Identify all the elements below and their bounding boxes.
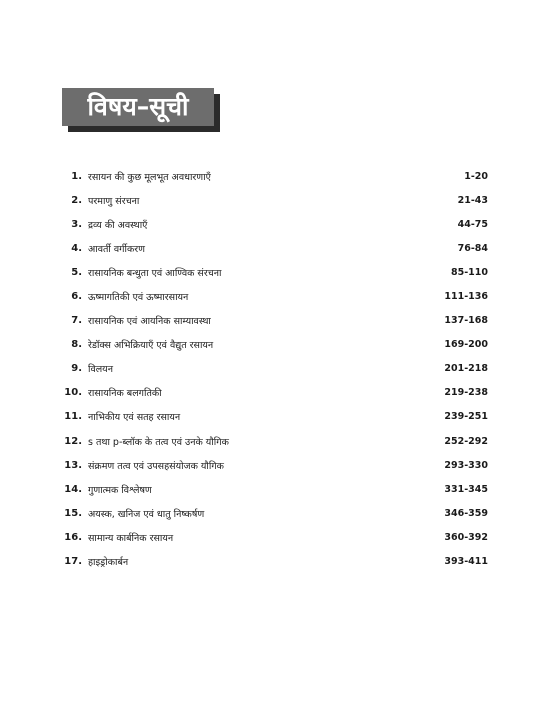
toc-entry-number: 11. <box>64 411 82 423</box>
toc-entry <box>62 381 488 405</box>
toc-entry-title: हाइड्रोकार्बन <box>88 557 129 569</box>
toc-entry-title: रासायनिक बन्धुता एवं आण्विक संरचना <box>88 267 222 279</box>
toc-entry-title: रासायनिक बलगतिकी <box>88 388 162 400</box>
toc-entry <box>62 188 488 212</box>
toc-entry <box>62 236 488 260</box>
toc-entry-pages: 1-20 <box>464 170 488 182</box>
toc-entry-number: 14. <box>64 483 82 495</box>
toc-entry-pages: 76-84 <box>457 242 488 254</box>
toc-entry-pages: 393-411 <box>444 556 488 568</box>
page-title: विषय–सूची <box>62 88 214 126</box>
toc-entry-pages: 201-218 <box>444 363 488 375</box>
toc-entry-title: s तथा p-ब्लॉक के तत्व एवं उनके यौगिक <box>88 436 229 448</box>
toc-entry <box>62 429 488 453</box>
toc-entry-pages: 44-75 <box>457 218 488 230</box>
toc-entry-title: आवर्ती वर्गीकरण <box>88 243 146 255</box>
toc-entry-number: 3. <box>71 218 82 230</box>
toc-entry-title: रेडॉक्स अभिक्रियाएँ एवं वैद्युत रसायन <box>88 340 214 352</box>
toc-entry-pages: 111-136 <box>444 291 488 303</box>
toc-entry-number: 10. <box>64 387 82 399</box>
toc-entry-number: 5. <box>71 266 82 278</box>
toc-entry-pages: 331-345 <box>444 483 488 495</box>
toc-entry-number: 1. <box>71 170 82 182</box>
toc-entry-number: 12. <box>64 435 82 447</box>
toc-entry-number: 8. <box>71 339 82 351</box>
toc-entry-number: 2. <box>71 194 82 206</box>
toc-entry-number: 9. <box>71 363 82 375</box>
toc-entry-pages: 239-251 <box>444 411 488 423</box>
toc-entry-title: द्रव्य की अवस्थाएँ <box>88 219 148 231</box>
toc-entry-title: संक्रमण तत्व एवं उपसहसंयोजक यौगिक <box>88 460 224 472</box>
toc-entry-pages: 346-359 <box>444 507 488 519</box>
toc-entry-pages: 293-330 <box>444 459 488 471</box>
toc-entry-number: 15. <box>64 507 82 519</box>
toc-entry <box>62 164 488 188</box>
toc-entry <box>62 333 488 357</box>
toc-entry-number: 13. <box>64 459 82 471</box>
toc-entry-title: रासायनिक एवं आयनिक साम्यावस्था <box>88 316 211 328</box>
toc-entry-pages: 137-168 <box>444 315 488 327</box>
toc-entry-number: 7. <box>71 315 82 327</box>
toc-entry <box>62 405 488 429</box>
toc-entry <box>62 501 488 525</box>
toc-entry-number: 6. <box>71 291 82 303</box>
toc-entry-pages: 85-110 <box>451 266 488 278</box>
toc-entry-title: नाभिकीय एवं सतह रसायन <box>88 412 181 424</box>
toc-entry <box>62 550 488 574</box>
heading-block <box>62 88 220 132</box>
toc-entry-pages: 21-43 <box>457 194 488 206</box>
toc-entry-title: रसायन की कुछ मूलभूत अवधारणाएँ <box>88 171 211 183</box>
toc-entry <box>62 453 488 477</box>
toc-entry-number: 16. <box>64 531 82 543</box>
toc-entry-pages: 219-238 <box>444 387 488 399</box>
toc-entry-title: सामान्य कार्बनिक रसायन <box>88 532 174 544</box>
toc-entry <box>62 260 488 284</box>
toc-entry <box>62 212 488 236</box>
table-of-contents <box>62 164 488 574</box>
toc-entry-number: 17. <box>64 556 82 568</box>
toc-entry-title: गुणात्मक विश्लेषण <box>88 484 152 496</box>
toc-entry-title: ऊष्मागतिकी एवं ऊष्मारसायन <box>88 292 189 304</box>
toc-entry <box>62 357 488 381</box>
toc-entry-pages: 360-392 <box>444 531 488 543</box>
toc-entry <box>62 309 488 333</box>
toc-entry <box>62 284 488 308</box>
toc-entry-number: 4. <box>71 242 82 254</box>
toc-entry <box>62 477 488 501</box>
toc-entry-title: विलयन <box>88 364 113 376</box>
toc-entry-pages: 169-200 <box>444 339 488 351</box>
toc-entry-title: परमाणु संरचना <box>88 195 140 207</box>
toc-entry-title: अयस्क, खनिज एवं धातु निष्कर्षण <box>88 508 205 520</box>
toc-entry <box>62 525 488 549</box>
toc-entry-pages: 252-292 <box>444 435 488 447</box>
